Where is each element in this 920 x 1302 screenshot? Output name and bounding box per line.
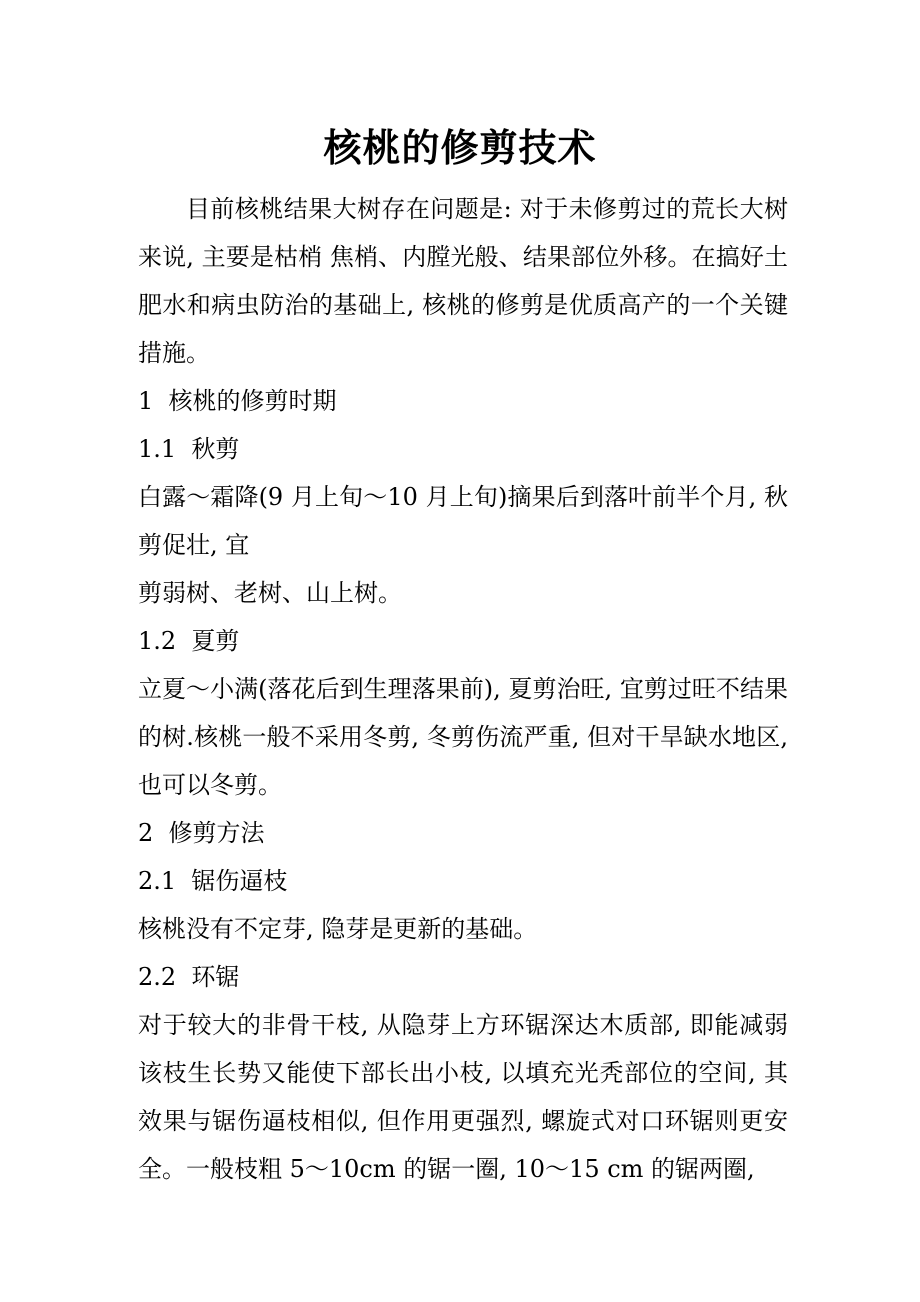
intro-paragraph: 目前核桃结果大树存在问题是: 对于未修剪过的荒长大树来说, 主要是枯梢 焦梢、内膛光般、结果部位外移。在搞好土肥水和病虫防治的基础上, 核桃的修剪是优质高产的一个关键措施。 bbox=[138, 195, 788, 367]
section-2-2-paragraph: 对于较大的非骨干枝, 从隐芽上方环锯深达木质部, 即能减弱该枝生长势又能使下部长出小枝, 以填充光秃部位的空间, 其效果与锯伤逼枝相似, 但作用更强烈, 螺旋式对口环锯则更安全。一般枝粗 5～10cm 的锯一圈, 10～15 cm 的锯两圈, bbox=[138, 1011, 788, 1183]
section-2-heading: 2 修剪方法 bbox=[138, 819, 265, 847]
section-1-1-line-1: 白露～霜降(9 月上旬～10 月上旬)摘果后到落叶前半个月, 秋剪促壮, 宜 bbox=[138, 483, 788, 559]
section-2-1-paragraph: 核桃没有不定芽, 隐芽是更新的基础。 bbox=[138, 915, 538, 943]
document-body bbox=[138, 185, 788, 1193]
section-2-1-heading: 2.1 锯伤逼枝 bbox=[138, 867, 288, 895]
section-1-1-line-2: 剪弱树、老树、山上树。 bbox=[138, 579, 402, 607]
section-1-2-paragraph: 立夏～小满(落花后到生理落果前), 夏剪治旺, 宜剪过旺不结果的树.核桃一般不采用冬剪, 冬剪伤流严重, 但对干旱缺水地区, 也可以冬剪。 bbox=[138, 675, 788, 799]
section-1-1-heading: 1.1 秋剪 bbox=[138, 435, 240, 463]
document-title: 核桃的修剪技术 bbox=[323, 125, 597, 170]
section-1-2-heading: 1.2 夏剪 bbox=[138, 627, 240, 655]
section-2-2-heading: 2.2 环锯 bbox=[138, 963, 240, 991]
section-1-heading: 1 核桃的修剪时期 bbox=[138, 387, 337, 415]
